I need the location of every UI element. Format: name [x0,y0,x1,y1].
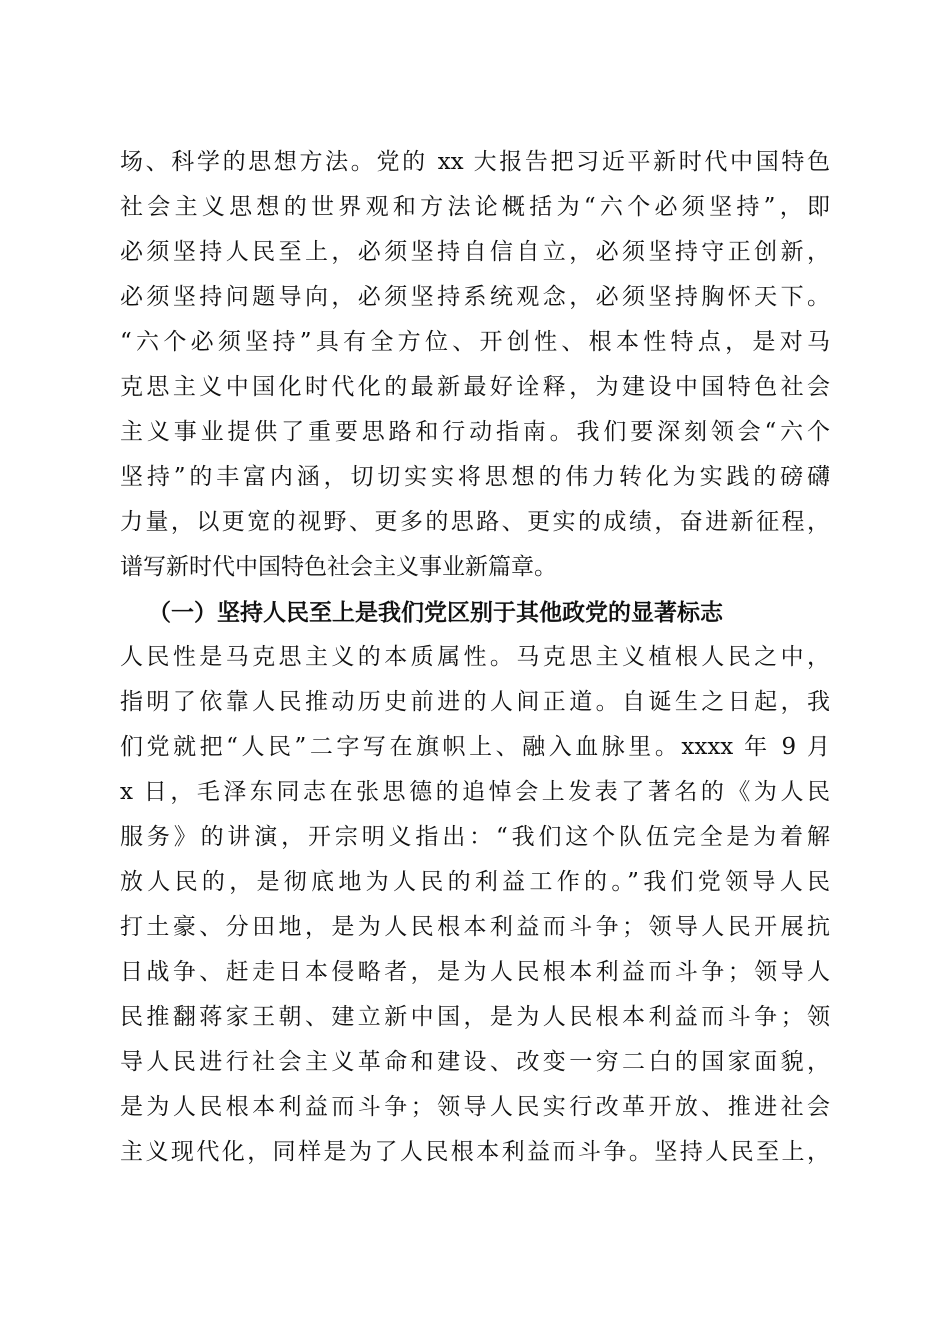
text-line: 必须坚持问题导向，必须坚持系统观念，必须坚持胸怀天下。 [120,284,830,310]
text-line: 民推翻蒋家王朝、建立新中国，是为人民根本利益而斗争；领 [120,1004,830,1030]
text-line: 打土豪、分田地，是为人民根本利益而斗争；领导人民开展抗 [120,914,830,940]
section-heading: （一）坚持人民至上是我们党区别于其他政党的显著标志 [148,599,723,626]
text-line: 坚持”的丰富内涵，切切实实将思想的伟力转化为实践的磅礴 [120,464,830,490]
text-line: 主义现代化，同样是为了人民根本利益而斗争。坚持人民至上， [120,1139,830,1165]
paragraph-people-first [120,635,830,1175]
text-line: 力量，以更宽的视野、更多的思路、更实的成绩，奋进新征程， [120,509,830,535]
text-line: 日战争、赶走日本侵略者，是为人民根本利益而斗争；领导人 [120,959,830,985]
text-line: 指明了依靠人民推动历史前进的人间正道。自诞生之日起，我 [120,689,830,715]
text-line: 必须坚持人民至上，必须坚持自信自立，必须坚持守正创新， [120,239,830,265]
text-line: 放人民的，是彻底地为人民的利益工作的。”我们党领导人民 [120,869,830,895]
text-line: “六个必须坚持”具有全方位、开创性、根本性特点，是对马 [120,329,830,355]
text-line: 主义事业提供了重要思路和行动指南。我们要深刻领会“六个 [120,419,830,445]
text-line: 导人民进行社会主义革命和建设、改变一穷二白的国家面貌， [120,1049,830,1075]
text-line: 人民性是马克思主义的本质属性。马克思主义植根人民之中， [120,644,830,670]
text-line: 社会主义思想的世界观和方法论概括为“六个必须坚持”，即 [120,194,830,220]
text-line: 谱写新时代中国特色社会主义事业新篇章。 [120,554,557,580]
text-line: 是为人民根本利益而斗争；领导人民实行改革开放、推进社会 [120,1094,830,1120]
document-body [120,140,830,1175]
text-line: x 日，毛泽东同志在张思德的追悼会上发表了著名的《为人民 [120,779,830,805]
text-line: 们党就把“人民”二字写在旗帜上、融入血脉里。xxxx 年 9 月 [120,734,830,760]
text-line: 场、科学的思想方法。党的 xx 大报告把习近平新时代中国特色 [120,149,830,175]
paragraph-intro [120,140,830,590]
text-line: 服务》的讲演，开宗明义指出：“我们这个队伍完全是为着解 [120,824,830,850]
text-line: 克思主义中国化时代化的最新最好诠释，为建设中国特色社会 [120,374,830,400]
